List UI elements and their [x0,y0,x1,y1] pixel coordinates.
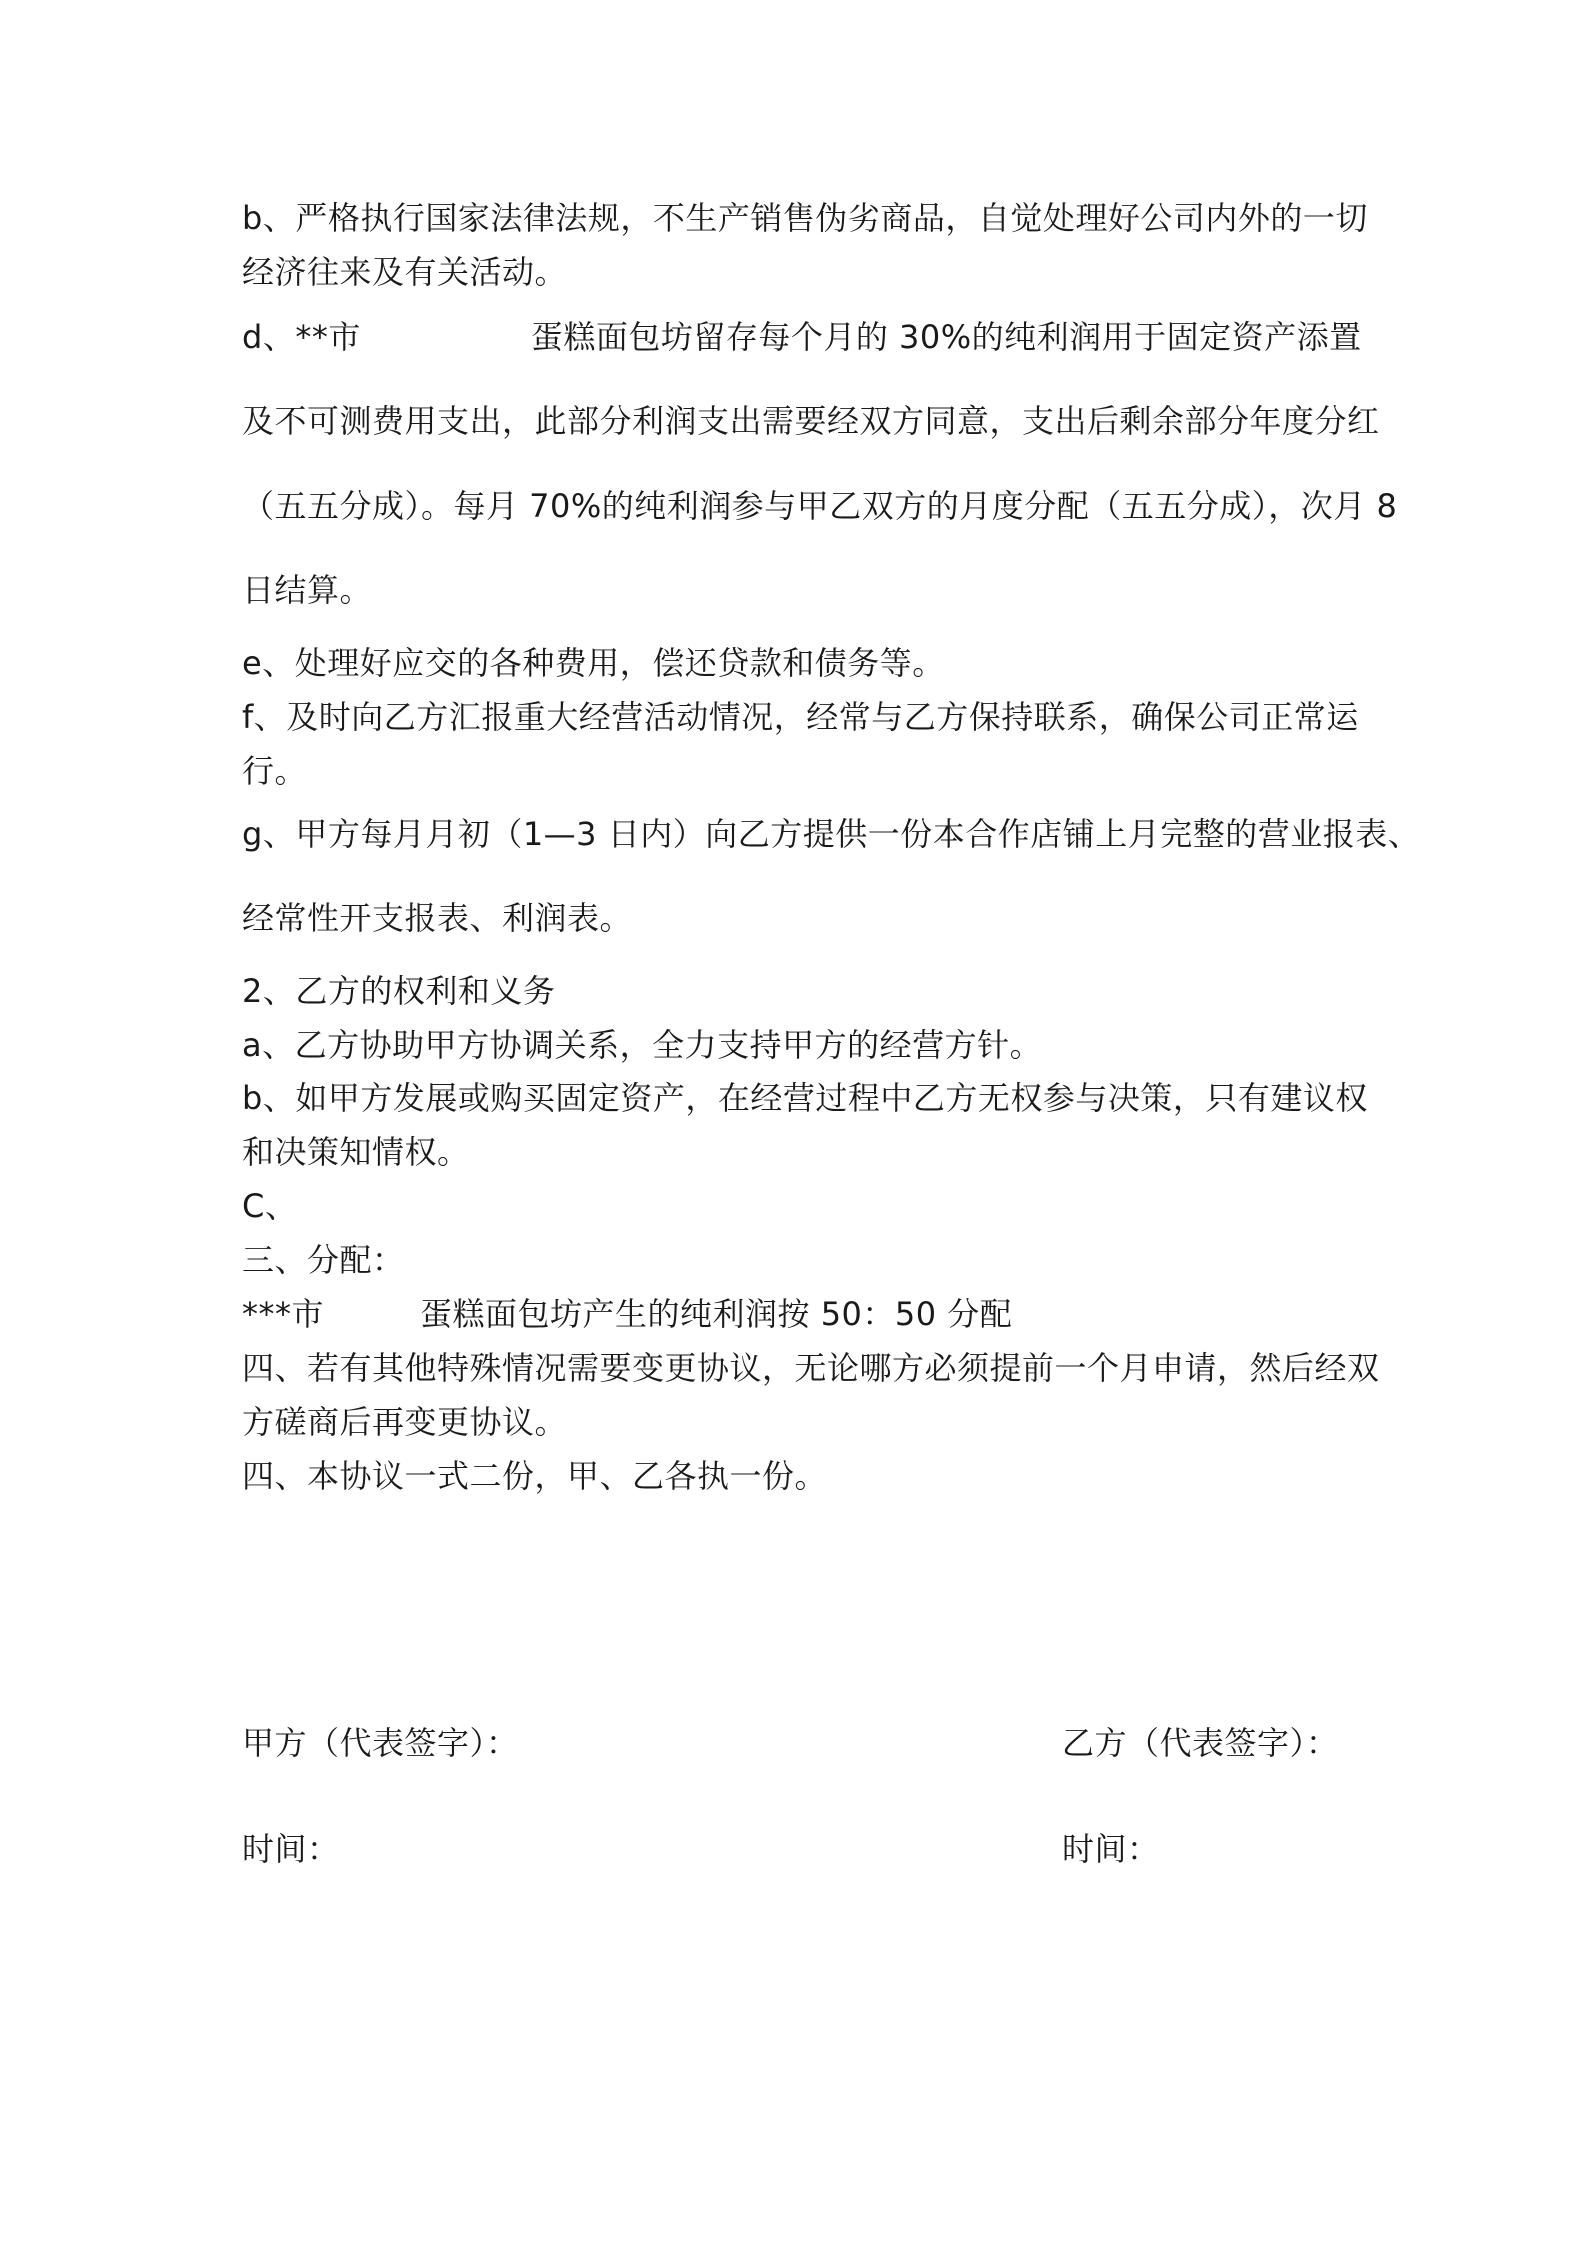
clause-d-line1 [242,317,1362,357]
distribution-prefix: ***市 [242,1295,325,1333]
clause-d-text: 蛋糕面包坊留存每个月的 30%的纯利润用于固定资产添置 [530,318,1362,356]
clause-d-line2: 及不可测费用支出，此部分利润支出需要经双方同意，支出后剩余部分年度分红 [242,402,1380,440]
clause-g-line1: g、甲方每月月初（1—3 日内）向乙方提供一份本合作店铺上月完整的营业报表、 [242,815,1421,853]
clause-b2-line2: 和决策知情权。 [242,1133,470,1171]
distribution-line [242,1294,1362,1334]
clause-g-line2: 经常性开支报表、利润表。 [242,899,633,937]
clause-f-line1: f、及时向乙方汇报重大经营活动情况，经常与乙方保持联系，确保公司正常运 [242,698,1359,736]
party-a-time-label: 时间： [242,1830,340,1868]
clause-b-line2: 经济往来及有关活动。 [242,253,568,291]
clause-b-line1: b、严格执行国家法律法规，不生产销售伪劣商品，自觉处理好公司内外的一切 [242,199,1368,237]
clause-d-line4: 日结算。 [242,571,373,609]
clause-a2: a、乙方协助甲方协调关系，全力支持甲方的经营方针。 [242,1026,1043,1064]
party-b-signature-label: 乙方（代表签字）： [1062,1724,1339,1762]
clause-d-line3: （五五分成）。每月 70%的纯利润参与甲乙双方的月度分配（五五分成），次月 8 [242,487,1398,525]
clause-c2: C、 [242,1187,298,1225]
section-4-line1: 四、若有其他特殊情况需要变更协议，无论哪方必须提前一个月申请，然后经双 [242,1349,1380,1387]
clause-d-prefix: d、**市 [242,318,361,356]
section-2-heading: 2、乙方的权利和义务 [242,972,556,1010]
clause-b2-line1: b、如甲方发展或购买固定资产，在经营过程中乙方无权参与决策，只有建议权 [242,1079,1368,1117]
clause-e: e、处理好应交的各种费用，偿还贷款和债务等。 [242,644,945,682]
section-4b: 四、本协议一式二份，甲、乙各执一份。 [242,1457,828,1495]
section-3-heading: 三、分配： [242,1241,405,1279]
section-4-line2: 方磋商后再变更协议。 [242,1403,568,1441]
party-a-signature-label: 甲方（代表签字）： [242,1724,519,1762]
party-b-time-label: 时间： [1062,1830,1160,1868]
clause-f-line2: 行。 [242,752,308,790]
distribution-text: 蛋糕面包坊产生的纯利润按 50：50 分配 [420,1295,1013,1333]
